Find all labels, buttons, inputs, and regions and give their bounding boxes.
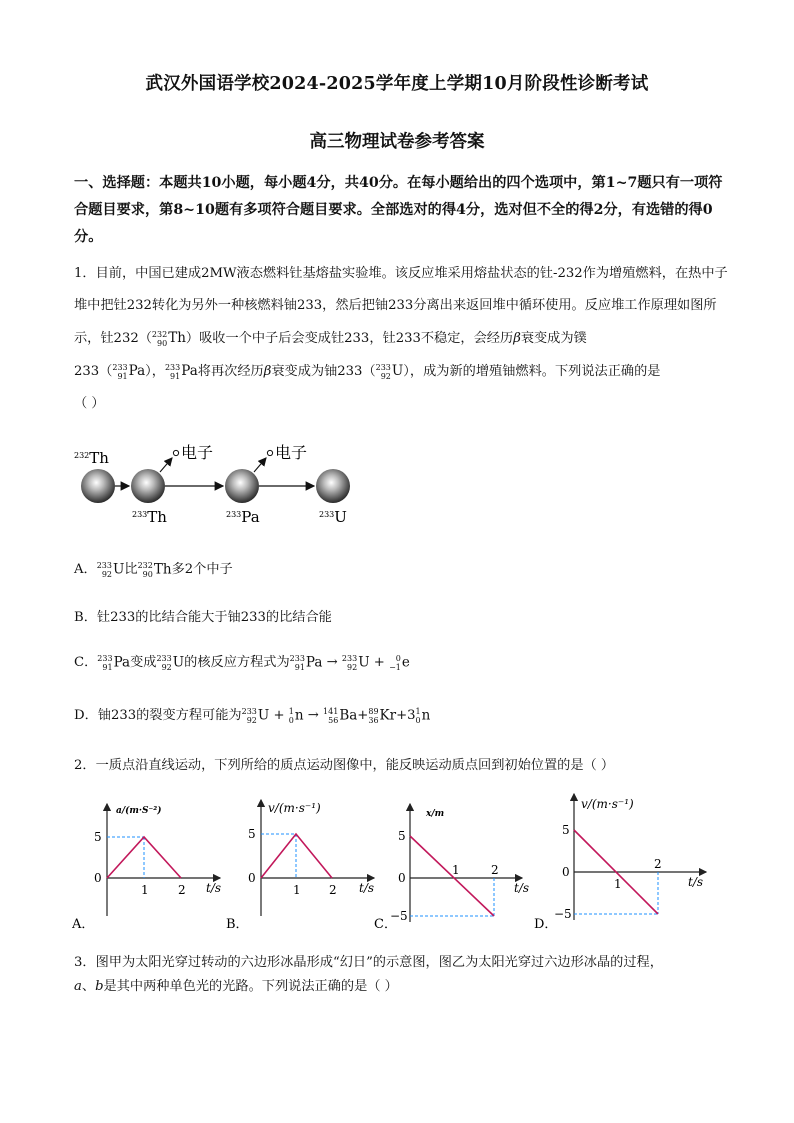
tick-label: 1 [293,883,301,897]
element-symbol: Pa [128,363,146,379]
nuclide-th232 [138,561,172,579]
element-symbol: U [172,654,185,670]
exam-subtitle: 高三物理试卷参考答案 [309,132,485,152]
nuclide-ba [323,707,357,725]
mass-number: 232 [151,329,168,339]
element-symbol: n [421,707,431,723]
atomic-number: −1 [389,662,401,672]
q1-option-a[interactable] [74,558,233,579]
element-symbol: U [257,707,270,723]
element-symbol: Th [168,330,186,346]
mass-number: 233 [97,653,113,663]
nuclide-pa233 [290,654,323,672]
atomic-number: 91 [170,371,181,381]
q3-stem-text: 是其中两种单色光的光路。下列说法正确的是（ ） [103,979,398,994]
mass-number: 233 [164,362,181,372]
q3-stem-line2 [74,975,398,994]
element-symbol: Pa [181,363,198,379]
symbol: U [334,508,347,526]
q1-option-d[interactable] [74,704,430,725]
option-letter: C． [74,655,98,670]
element-symbol: U [391,363,404,379]
atomic-number: 90 [157,338,168,348]
plus-sign: + [373,655,385,670]
electron-label-2: 电子 [275,443,308,462]
exam-title: 武汉外国语学校2024-2025学年度上学期10月阶段性诊断考试 [145,74,649,94]
answer-paren: （ ） [74,396,105,411]
element-symbol: Th [153,561,172,577]
y-label: v/(m·s⁻¹) [268,801,321,815]
tick-label: 0 [562,865,570,879]
nuclide-pa233 [97,654,130,672]
light-b-label: b [95,979,104,994]
option-text: 比 [124,562,138,577]
nuclide-pa233 [165,355,198,388]
nucleus-u233 [316,469,350,503]
mass: 233 [226,510,242,519]
nuclide-neutron [289,707,304,725]
q1-stem-h: ），成为新的增殖铀燃料。下列说法正确的是 [403,364,661,379]
atomic-number: 92 [101,569,112,579]
q1-stem-e: ）， [145,364,165,379]
q3-stem: 3．图甲为太阳光穿过转动的六边形冰晶形成“幻日”的示意图，图乙为太阳光穿过六边形冰晶的过程， [74,955,663,970]
tick-label: 2 [329,883,337,897]
tick-label: 2 [178,883,186,897]
tick-label: 2 [654,857,662,871]
label-th233 [132,508,167,526]
atomic-number: 0 [415,715,421,725]
separator: 、 [81,979,96,994]
option-letter[interactable]: C． [374,917,397,932]
mass-number: 232 [137,560,153,570]
nucleus-th232 [81,469,115,503]
electron-label-1: 电子 [181,443,214,462]
option-text: 的核反应方程式为 [184,655,290,670]
q1-option-c[interactable] [74,651,410,672]
plus-sign: + [357,708,369,723]
atomic-number: 91 [102,662,113,672]
tick-label: 1 [141,883,149,897]
mass-number: 141 [323,706,339,716]
element-symbol: Kr [379,707,397,723]
q1-stem-d: 233（ [74,364,113,379]
y-label: x/m [426,809,445,819]
electron-arrow-1 [160,458,172,472]
tick-label: 2 [491,863,499,877]
decay-diagram [70,432,370,532]
y-label: a/(m·S⁻²) [116,806,162,816]
mass-number: 233 [375,362,391,372]
section-heading: 一、选择题：本题共10小题，每小题4分，共40分。在每小题给出的四个选项中，第1~7题只有一项符合题目要求，第8~10题有多项符合题目要求。全部选对的得4分，选对但不全的得2分，有选错的得0分。 [74,175,723,245]
graph-b [226,796,386,936]
atomic-number: 90 [142,569,153,579]
x-label: t/s [359,881,375,895]
tick-label: 1 [614,877,622,891]
atomic-number: 0 [288,715,294,725]
atomic-number: 92 [347,662,358,672]
nuclide-u233 [156,654,184,672]
mass: 233 [132,510,148,519]
atomic-number: 36 [368,715,379,725]
tick-label: 5 [94,830,102,844]
symbol: Th [89,449,109,467]
y-label: v/(m·s⁻¹) [581,797,634,811]
plus-three: +3 [396,708,416,723]
label-th232 [74,449,109,467]
nuclide-electron [389,654,410,672]
atomic-number: 91 [294,662,305,672]
graph-d [534,790,714,936]
electron-arrow-2 [254,458,266,472]
tick-label: 5 [562,823,570,837]
mass-number: 0 [395,653,401,663]
option-text: D．铀233的裂变方程可能为 [74,708,242,723]
label-pa233 [226,508,260,526]
mass-number: 233 [96,560,112,570]
mass-number: 233 [112,362,128,372]
q1-stem-f: 将再次经历 [197,364,264,379]
mass-number: 233 [341,653,358,663]
nuclide-u233 [342,654,370,672]
q1-stem-c: 衰变成为镤 [520,331,587,346]
element-symbol: Pa [305,654,323,670]
mass: 233 [319,510,335,519]
symbol: Th [147,508,167,526]
mass-number: 89 [368,706,379,716]
x-label: t/s [514,881,530,895]
nuclide-pa233 [112,355,145,388]
tick-label: 5 [248,827,256,841]
light-a-label: a [74,979,82,994]
nuclide-u233 [97,561,125,579]
mass-number: 233 [241,706,257,716]
nucleus-th233 [131,469,165,503]
tick-label: −5 [390,909,408,923]
mass-number: 233 [156,653,172,663]
tick-label: 0 [94,871,102,885]
element-symbol: Pa [113,654,131,670]
tick-label: 0 [248,871,256,885]
label-u233 [319,508,347,526]
nuclide-u233 [376,355,404,388]
tick-label: 1 [452,863,460,877]
x-label: t/s [206,881,222,895]
reaction-arrow: → [326,655,338,670]
q1-stem-g: 衰变成为铀233（ [271,364,376,379]
tick-label: 5 [398,829,406,843]
graph-a [72,796,232,936]
symbol: Pa [241,508,260,526]
q1-stem-a: 1．目前，中国已建成2MW液态燃料钍基熔盐实验堆。该反应堆采用熔盐状态的钍-232作为增殖燃料，在热中子堆中把钍232转化为另外一种核燃料铀233，然后把铀233分离出来返回堆中循环使用。反应堆工作原理如图所示，钍232（ [74,266,728,346]
electron-dot-1 [173,450,178,455]
option-letter[interactable]: A． [72,917,95,932]
option-text: 多2个中子 [171,562,233,577]
element-symbol: e [401,654,410,670]
option-letter[interactable]: B． [226,917,249,932]
element-symbol: n [294,707,304,723]
atomic-number: 56 [328,715,339,725]
atomic-number: 91 [117,371,128,381]
beta-symbol: β [263,364,272,379]
element-symbol: U [358,654,370,670]
tick-label: 0 [398,871,406,885]
q2-stem: 2．一质点沿直线运动，下列所给的质点运动图像中，能反映运动质点回到初始位置的是（ ） [74,758,615,773]
reaction-arrow: → [307,708,319,723]
electron-dot-2 [267,450,272,455]
tick-label: −5 [554,907,572,921]
element-symbol: U [113,561,125,577]
atomic-number: 92 [380,371,391,381]
q1-option-b[interactable]: B．钍233的比结合能大于铀233的比结合能 [74,610,332,625]
nuclide-u233 [242,707,270,725]
option-letter[interactable]: D． [534,917,558,932]
atomic-number: 92 [246,715,257,725]
option-letter: A． [74,562,97,577]
nuclide-kr [368,707,396,725]
nuclide-th232 [152,322,186,355]
mass-number: 233 [289,653,305,663]
q1-stem [74,258,728,420]
mass-number: 1 [288,706,294,716]
graph-c [374,796,534,936]
atomic-number: 92 [161,662,172,672]
mass-number: 1 [415,706,421,716]
beta-symbol: β [513,331,521,346]
plus-sign: + [273,708,285,723]
element-symbol: Ba [339,707,358,723]
x-label: t/s [688,875,704,889]
q1-stem-b: ）吸收一个中子后会变成钍233，钍233不稳定，会经历 [185,331,514,346]
nucleus-pa233 [225,469,259,503]
mass: 232 [74,451,90,460]
nuclide-neutron [416,707,431,725]
option-text: 变成 [130,655,157,670]
